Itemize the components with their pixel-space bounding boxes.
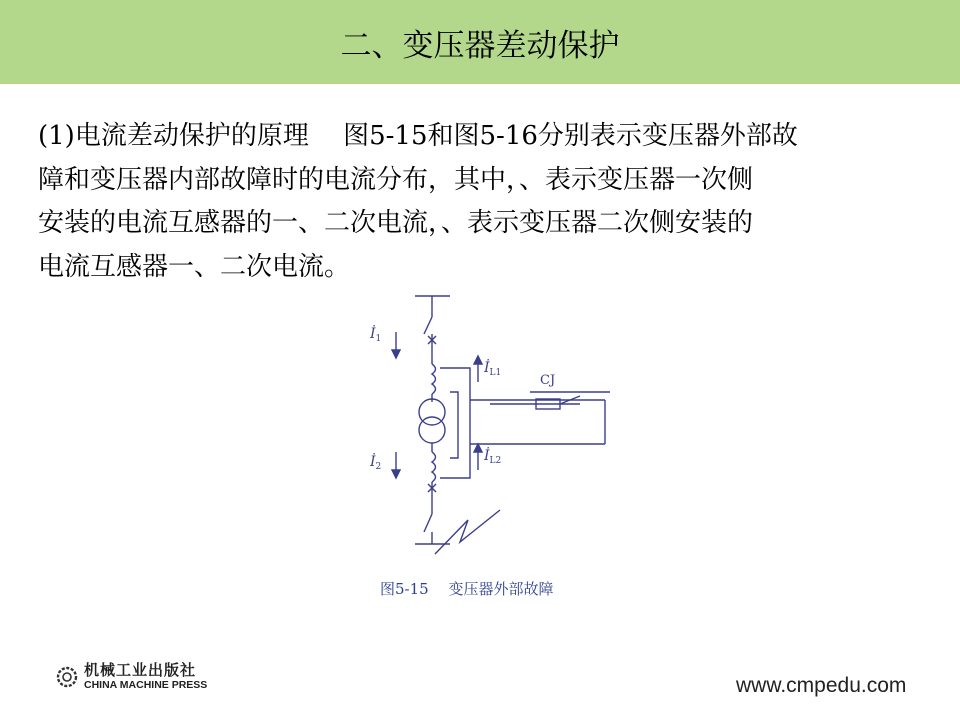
- label-i2: $İ_2$: [370, 454, 382, 472]
- transformer-winding-2: [419, 417, 445, 443]
- website-link[interactable]: www.cmpedu.com: [736, 674, 907, 697]
- slide-title: 二、变压器差动保护: [340, 27, 620, 64]
- figure-caption: 图5-15 变压器外部故障: [380, 580, 554, 598]
- paragraph-line: 障和变压器内部故障时的电流分布，其中，、表示变压器一次侧: [38, 164, 754, 195]
- label-il1: $İ_{L1}$: [484, 360, 502, 378]
- publisher-name-en: CHINA MACHINE PRESS: [84, 679, 208, 692]
- publisher-name-cn: 机械工业出版社: [84, 661, 197, 680]
- body-paragraph: [38, 115, 898, 289]
- gear-icon: [56, 666, 78, 688]
- circuit-figure: [360, 292, 620, 572]
- fault-lightning: [435, 510, 500, 554]
- paragraph-line: (1)电流差动保护的原理 图5-15和图5-16分别表示变压器外部故: [38, 121, 798, 151]
- label-il2: $İ_{L2}$: [484, 448, 502, 466]
- bottom-breaker: [424, 514, 432, 532]
- title-bar: [0, 0, 960, 84]
- secondary-inner-wire: [450, 392, 458, 458]
- arrow-il1-head: [474, 356, 482, 364]
- top-breaker: [424, 317, 432, 334]
- lower-ct-coil: [432, 452, 436, 482]
- label-i1: $İ_1$: [370, 326, 382, 344]
- paragraph-line: 安装的电流互感器的一、二次电流，、表示变压器二次侧安装的: [38, 208, 754, 238]
- circuit-diagram: [360, 292, 620, 572]
- paragraph-line: 电流互感器一、二次电流。: [38, 251, 351, 282]
- arrow-il2-head: [474, 444, 482, 452]
- secondary-wire-lower: [440, 444, 470, 478]
- upper-ct-coil: [432, 364, 436, 394]
- publisher-logo: [56, 662, 207, 692]
- arrow-i1-head: [392, 350, 400, 358]
- label-cj: CJ: [540, 373, 556, 388]
- arrow-i2-head: [392, 470, 400, 478]
- secondary-wire-upper: [440, 368, 470, 400]
